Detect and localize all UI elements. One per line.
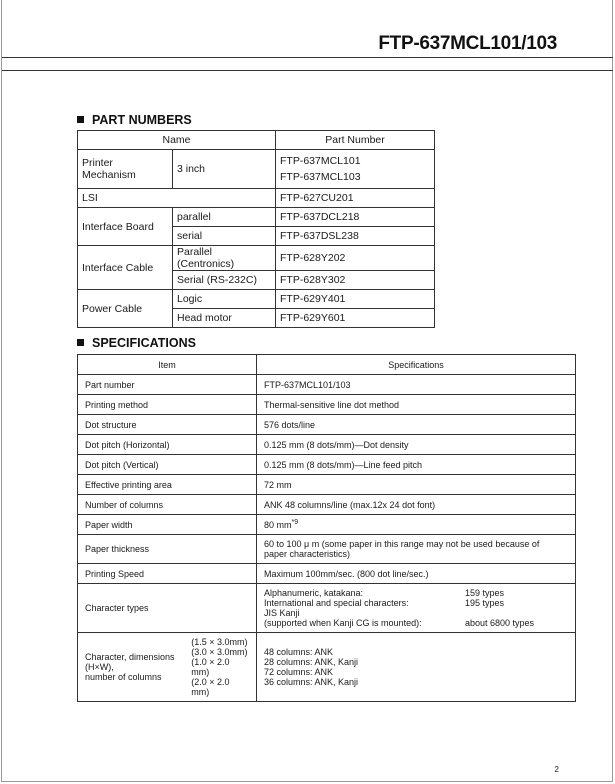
row-sub-label: Logic: [173, 290, 276, 309]
spec-item: Printing method: [78, 395, 257, 415]
character-type-line: (supported when Kanji CG is mounted): about 6800 types: [264, 618, 535, 628]
spec-item: Dot pitch (Horizontal): [78, 435, 257, 455]
part-numbers-table: [77, 130, 435, 328]
row-sub-label: parallel: [173, 208, 276, 227]
part-number-value: FTP-627CU201: [276, 189, 435, 208]
row-name-lsi: LSI: [78, 189, 276, 208]
footnote-marker: *9: [291, 519, 299, 526]
table-row: [78, 435, 576, 455]
table-row: [78, 475, 576, 495]
char-dimensions-label: Character, dimensions (H×W), number of columns: [85, 652, 175, 682]
spec-value: FTP-637MCL101/103: [257, 375, 576, 395]
part-numbers-heading: PART NUMBERS: [77, 113, 192, 127]
table-header-row: [78, 131, 435, 150]
row-sub-label: Parallel (Centronics): [173, 246, 276, 271]
spec-value: [257, 633, 576, 702]
table-row: [78, 535, 576, 564]
spec-value: Thermal-sensitive line dot method: [257, 395, 576, 415]
table-row: [78, 246, 435, 271]
spec-value: 0.125 mm (8 dots/mm)—Dot density: [257, 435, 576, 455]
header-rule-bottom: [2, 70, 613, 71]
spec-value: [257, 584, 576, 633]
part-number-value: FTP-629Y401: [276, 290, 435, 309]
spec-item: Number of columns: [78, 495, 257, 515]
specifications-table: [77, 354, 576, 702]
row-sub-label: Serial (RS-232C): [173, 271, 276, 290]
spec-value: 576 dots/line: [257, 415, 576, 435]
spec-item: Effective printing area: [78, 475, 257, 495]
table-row: [78, 150, 435, 189]
table-row: [78, 375, 576, 395]
specifications-heading: SPECIFICATIONS: [77, 336, 196, 350]
part-number-value: FTP-637MCL101: [280, 155, 361, 167]
spec-item: [78, 633, 257, 702]
part-number-value: FTP-637DSL238: [276, 227, 435, 246]
column-header-item: Item: [78, 355, 257, 375]
part-number-value: FTP-629Y601: [276, 309, 435, 328]
spec-item: Dot structure: [78, 415, 257, 435]
paper-thickness-line: 60 to 100 μ m (some paper in this range may not be used because of: [264, 539, 540, 549]
header-rule-top: [2, 57, 613, 58]
part-number-value: FTP-637DCL218: [276, 208, 435, 227]
column-count-line: 36 columns: ANK, Kanji: [264, 677, 359, 687]
spec-item: Paper width: [78, 515, 257, 535]
spec-item: Character types: [78, 584, 257, 633]
printer-mechanism-part-numbers: [276, 150, 435, 189]
table-row: [78, 515, 576, 535]
row-sub-label: serial: [173, 227, 276, 246]
column-count-line: 48 columns: ANK: [264, 647, 334, 657]
table-row: [78, 208, 435, 227]
spec-item: Part number: [78, 375, 257, 395]
square-bullet-icon: [77, 339, 84, 346]
spec-value: 72 mm: [257, 475, 576, 495]
row-name-interface-cable: Interface Cable: [78, 246, 173, 290]
row-name-interface-board: Interface Board: [78, 208, 173, 246]
char-dimensions-values: (1.5 × 3.0mm) (3.0 × 3.0mm) (1.0 × 2.0 mm) (2.0 × 2.0 mm): [191, 637, 248, 697]
table-row: [78, 564, 576, 584]
table-row: [78, 495, 576, 515]
spec-value: ANK 48 columns/line (max.12x 24 dot font): [257, 495, 576, 515]
part-number-value: FTP-628Y302: [276, 271, 435, 290]
table-row: [78, 584, 576, 633]
character-type-line: JIS Kanji: [264, 608, 300, 618]
spec-item: Paper thickness: [78, 535, 257, 564]
table-row: [78, 633, 576, 702]
table-row: [78, 415, 576, 435]
column-header-specifications: Specifications: [257, 355, 576, 375]
column-count-line: 28 columns: ANK, Kanji: [264, 657, 359, 667]
square-bullet-icon: [77, 116, 84, 123]
column-header-name: Name: [78, 131, 276, 150]
spec-item: Dot pitch (Vertical): [78, 455, 257, 475]
table-row: [78, 290, 435, 309]
paper-thickness-line: paper characteristics): [264, 549, 351, 559]
column-header-part-number: Part Number: [276, 131, 435, 150]
part-number-value: FTP-637MCL103: [280, 171, 361, 183]
table-row: [78, 189, 435, 208]
paper-width-value: 80 mm: [264, 520, 292, 530]
part-number-value: FTP-628Y202: [276, 246, 435, 271]
table-row: [78, 455, 576, 475]
page-number: 2: [554, 765, 559, 774]
spec-item: Printing Speed: [78, 564, 257, 584]
spec-value: 0.125 mm (8 dots/mm)—Line feed pitch: [257, 455, 576, 475]
document-title: FTP-637MCL101/103: [378, 33, 557, 54]
row-name-power-cable: Power Cable: [78, 290, 173, 328]
table-row: [78, 395, 576, 415]
spec-value: [257, 515, 576, 535]
row-sub-label: Head motor: [173, 309, 276, 328]
row-name-printer-mechanism: Printer Mechanism: [78, 150, 173, 189]
character-type-line: International and special characters: 195 types: [264, 598, 505, 608]
character-type-line: Alphanumeric, katakana: 159 types: [264, 588, 505, 598]
column-count-line: 72 columns: ANK: [264, 667, 334, 677]
spec-value: [257, 535, 576, 564]
spec-value: Maximum 100mm/sec. (800 dot line/sec.): [257, 564, 576, 584]
row-sub-3-inch: 3 inch: [173, 150, 276, 189]
table-header-row: [78, 355, 576, 375]
